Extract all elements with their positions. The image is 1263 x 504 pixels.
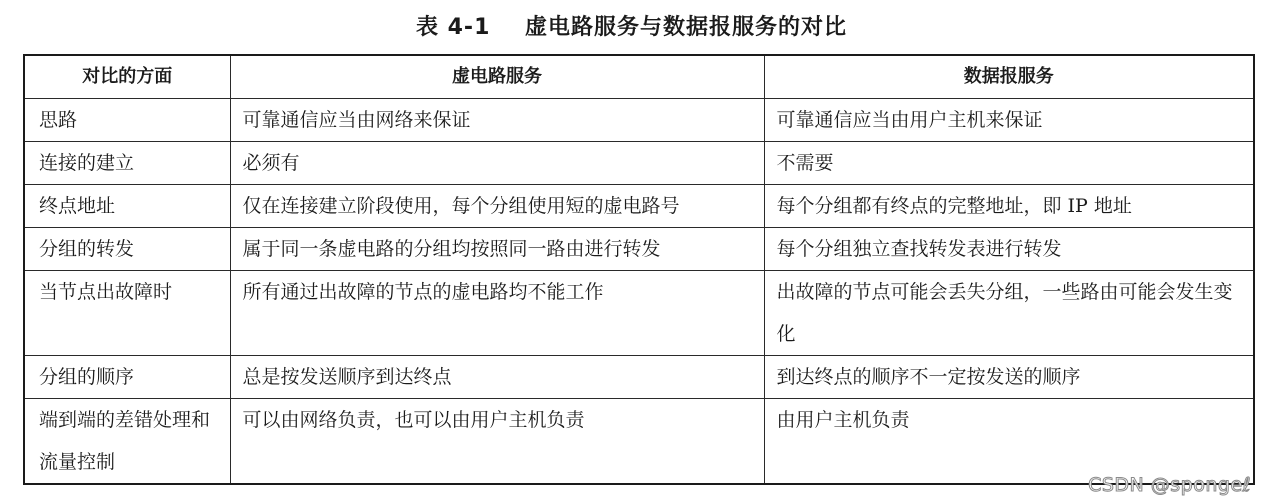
virtual-circuit-cell: 总是按发送顺序到达终点 — [230, 356, 764, 399]
watermark-text: CSDN @spongeℓ — [1088, 474, 1251, 496]
aspect-cell: 端到端的差错处理和流量控制 — [24, 399, 230, 485]
table-row — [24, 271, 1254, 356]
column-header: 虚电路服务 — [230, 55, 764, 99]
datagram-cell: 每个分组独立查找转发表进行转发 — [764, 228, 1254, 271]
aspect-cell: 思路 — [24, 99, 230, 142]
column-header: 对比的方面 — [24, 55, 230, 99]
virtual-circuit-cell: 属于同一条虚电路的分组均按照同一路由进行转发 — [230, 228, 764, 271]
table-row — [24, 356, 1254, 399]
virtual-circuit-cell: 仅在连接建立阶段使用，每个分组使用短的虚电路号 — [230, 185, 764, 228]
datagram-cell: 到达终点的顺序不一定按发送的顺序 — [764, 356, 1254, 399]
virtual-circuit-cell: 可靠通信应当由网络来保证 — [230, 99, 764, 142]
aspect-cell: 当节点出故障时 — [24, 271, 230, 356]
table-header-row — [24, 55, 1254, 99]
aspect-cell: 连接的建立 — [24, 142, 230, 185]
virtual-circuit-cell: 必须有 — [230, 142, 764, 185]
table-row — [24, 99, 1254, 142]
table-row — [24, 228, 1254, 271]
datagram-cell: 出故障的节点可能会丢失分组，一些路由可能会发生变化 — [764, 271, 1254, 356]
datagram-cell: 可靠通信应当由用户主机来保证 — [764, 99, 1254, 142]
aspect-cell: 分组的顺序 — [24, 356, 230, 399]
table-row — [24, 399, 1254, 485]
table-title: 表 4-1 虚电路服务与数据报服务的对比 — [415, 15, 848, 40]
virtual-circuit-cell: 可以由网络负责，也可以由用户主机负责 — [230, 399, 764, 485]
datagram-cell: 由用户主机负责 — [764, 399, 1254, 485]
virtual-circuit-cell: 所有通过出故障的节点的虚电路均不能工作 — [230, 271, 764, 356]
table-row — [24, 142, 1254, 185]
column-header: 数据报服务 — [764, 55, 1254, 99]
aspect-cell: 分组的转发 — [24, 228, 230, 271]
table-row — [24, 185, 1254, 228]
aspect-cell: 终点地址 — [24, 185, 230, 228]
datagram-cell: 每个分组都有终点的完整地址，即 IP 地址 — [764, 185, 1254, 228]
comparison-table — [23, 54, 1255, 485]
datagram-cell: 不需要 — [764, 142, 1254, 185]
